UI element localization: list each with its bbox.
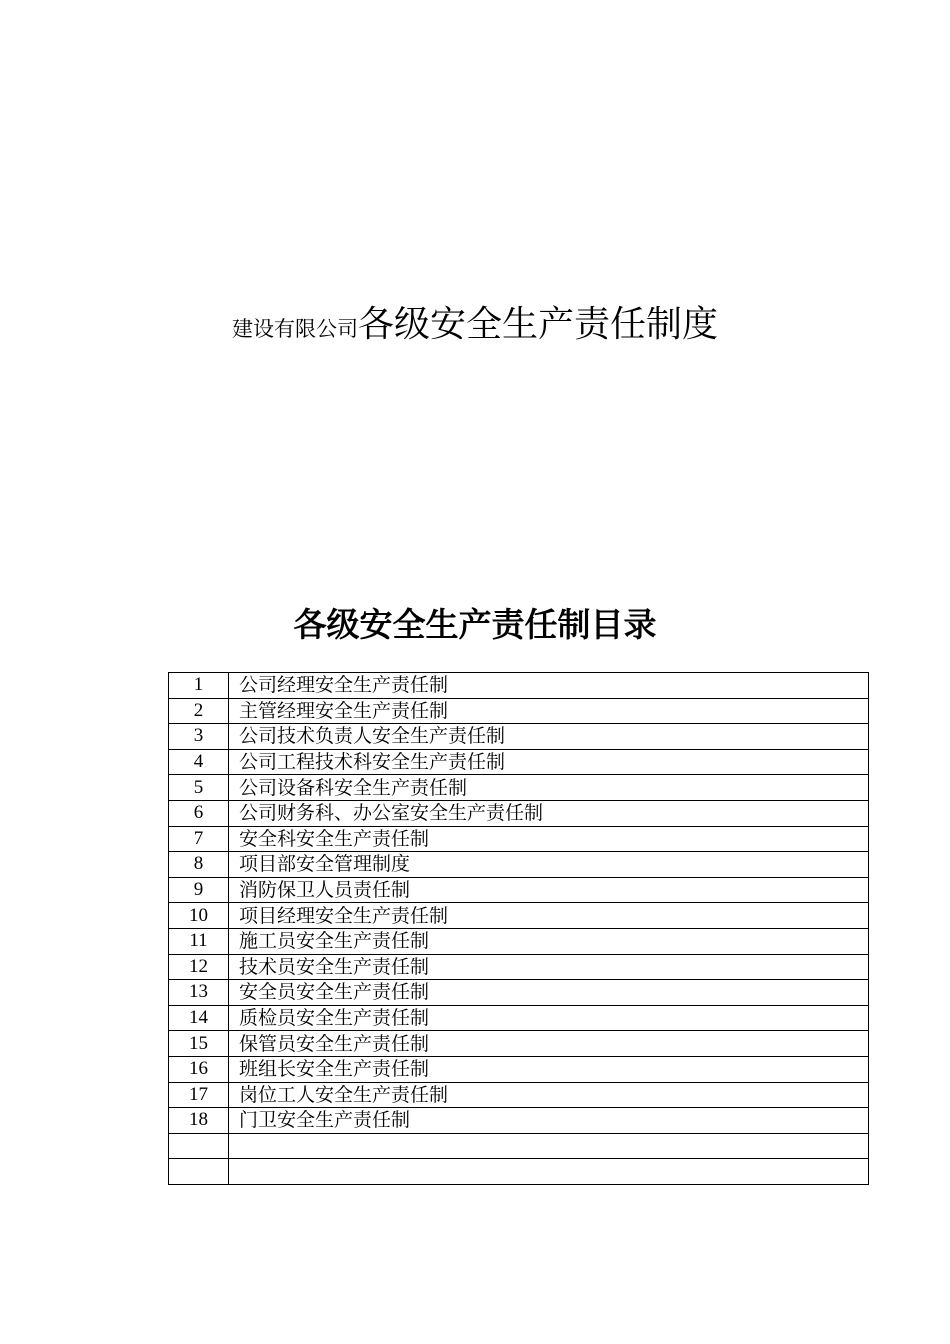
row-title: 公司财务科、办公室安全生产责任制 [229, 800, 869, 826]
row-number: 10 [169, 903, 229, 929]
row-title: 项目部安全管理制度 [229, 852, 869, 878]
row-number: 8 [169, 852, 229, 878]
toc-body [169, 673, 869, 1185]
row-title: 消防保卫人员责任制 [229, 877, 869, 903]
table-row [169, 903, 869, 929]
row-title: 安全科安全生产责任制 [229, 826, 869, 852]
system-title: 各级安全生产责任制度 [357, 304, 718, 345]
table-row [169, 1108, 869, 1134]
table-row [169, 852, 869, 878]
row-number: 1 [169, 673, 229, 699]
row-title [229, 1159, 869, 1185]
row-title: 项目经理安全生产责任制 [229, 903, 869, 929]
row-number: 5 [169, 775, 229, 801]
table-row [169, 1031, 869, 1057]
row-title [229, 1133, 869, 1159]
toc-table [168, 672, 869, 1185]
table-row [169, 724, 869, 750]
table-row [169, 749, 869, 775]
document-title [0, 296, 950, 347]
row-title: 公司工程技术科安全生产责任制 [229, 749, 869, 775]
table-row [169, 1005, 869, 1031]
row-number [169, 1133, 229, 1159]
toc-heading: 各级安全生产责任制目录 [293, 605, 657, 644]
row-number: 14 [169, 1005, 229, 1031]
row-number: 6 [169, 800, 229, 826]
table-row [169, 1159, 869, 1185]
row-number: 4 [169, 749, 229, 775]
row-number: 17 [169, 1082, 229, 1108]
row-title: 公司技术负责人安全生产责任制 [229, 724, 869, 750]
table-row [169, 826, 869, 852]
row-number: 15 [169, 1031, 229, 1057]
row-title: 安全员安全生产责任制 [229, 980, 869, 1006]
row-title: 施工员安全生产责任制 [229, 928, 869, 954]
row-number: 7 [169, 826, 229, 852]
row-number: 12 [169, 954, 229, 980]
row-number: 3 [169, 724, 229, 750]
row-title: 质检员安全生产责任制 [229, 1005, 869, 1031]
row-number: 16 [169, 1056, 229, 1082]
row-number: 9 [169, 877, 229, 903]
table-row [169, 673, 869, 699]
row-title: 门卫安全生产责任制 [229, 1108, 869, 1134]
company-name: 建设有限公司 [231, 317, 358, 341]
table-row [169, 775, 869, 801]
table-row [169, 954, 869, 980]
row-number [169, 1159, 229, 1185]
table-row [169, 928, 869, 954]
row-number: 18 [169, 1108, 229, 1134]
row-title: 班组长安全生产责任制 [229, 1056, 869, 1082]
row-title: 主管经理安全生产责任制 [229, 698, 869, 724]
table-row [169, 980, 869, 1006]
row-number: 13 [169, 980, 229, 1006]
table-row [169, 698, 869, 724]
table-row [169, 1056, 869, 1082]
row-number: 2 [169, 698, 229, 724]
row-title: 公司经理安全生产责任制 [229, 673, 869, 699]
row-title: 保管员安全生产责任制 [229, 1031, 869, 1057]
table-row [169, 1082, 869, 1108]
row-number: 11 [169, 928, 229, 954]
row-title: 岗位工人安全生产责任制 [229, 1082, 869, 1108]
table-row [169, 1133, 869, 1159]
row-title: 公司设备科安全生产责任制 [229, 775, 869, 801]
table-row [169, 877, 869, 903]
row-title: 技术员安全生产责任制 [229, 954, 869, 980]
table-row [169, 800, 869, 826]
